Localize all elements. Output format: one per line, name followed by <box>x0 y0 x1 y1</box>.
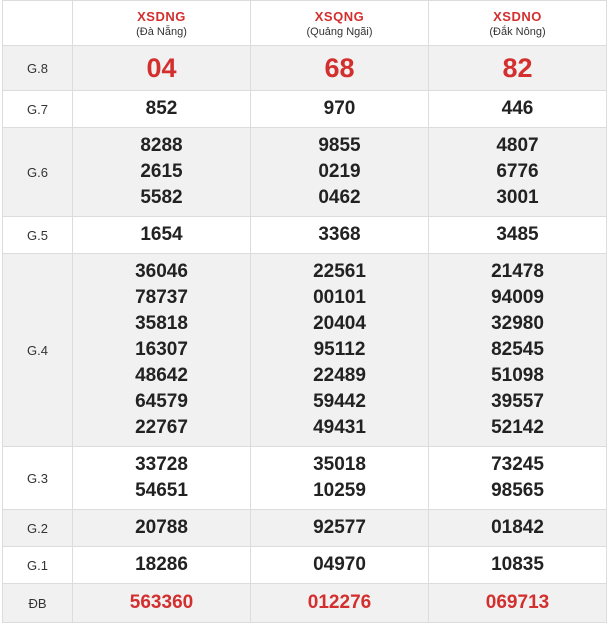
province-name: (Đà Nẵng) <box>136 25 187 38</box>
prize-row <box>3 510 607 547</box>
prize-number: 4807 <box>496 135 539 156</box>
prize-number: 04970 <box>313 554 366 575</box>
prize-number: 5582 <box>140 187 183 208</box>
prize-number: 59442 <box>313 391 366 412</box>
prize-label: G.4 <box>3 254 73 447</box>
prize-cell <box>73 128 251 217</box>
prize-number: 92577 <box>313 517 366 538</box>
prize-cell <box>73 217 251 254</box>
prize-number: 3485 <box>496 224 539 245</box>
prize-number: 22561 <box>313 261 366 282</box>
prize-cell <box>429 584 607 623</box>
province-code-link[interactable]: XSDNG <box>137 8 186 24</box>
prize-row <box>3 91 607 128</box>
prize-number: 10259 <box>313 480 366 501</box>
prize-number: 6776 <box>496 161 539 182</box>
prize-cell <box>73 447 251 510</box>
prize-number: 33728 <box>135 454 188 475</box>
prize-row <box>3 46 607 91</box>
prize-number: 852 <box>145 98 178 119</box>
prize-number: 8288 <box>140 135 183 156</box>
province-header <box>73 1 251 46</box>
prize-number: 3001 <box>496 187 539 208</box>
prize-cell <box>251 217 429 254</box>
prize-label: G.1 <box>3 547 73 584</box>
prize-cell <box>73 510 251 547</box>
prize-number: 00101 <box>313 287 366 308</box>
prize-cell <box>429 547 607 584</box>
prize-number: 22767 <box>135 417 188 438</box>
prize-cell <box>251 91 429 128</box>
prize-number: 2615 <box>140 161 183 182</box>
prize-label: G.7 <box>3 91 73 128</box>
prize-number: 64579 <box>135 391 188 412</box>
prize-cell <box>429 447 607 510</box>
prize-cell <box>73 254 251 447</box>
province-header <box>251 1 429 46</box>
prize-cell <box>73 46 251 91</box>
prize-cell <box>429 510 607 547</box>
prize-number: 49431 <box>313 417 366 438</box>
prize-number: 94009 <box>491 287 544 308</box>
prize-number: 0462 <box>318 187 361 208</box>
prize-row <box>3 217 607 254</box>
prize-row <box>3 254 607 447</box>
prize-label: ĐB <box>3 584 73 623</box>
province-header-row <box>3 1 607 46</box>
lottery-results-table <box>2 0 607 623</box>
prize-cell <box>429 128 607 217</box>
prize-number: 35818 <box>135 313 188 334</box>
prize-cell <box>73 584 251 623</box>
prize-number: 36046 <box>135 261 188 282</box>
prize-number: 446 <box>501 98 534 119</box>
prize-number: 68 <box>324 53 355 83</box>
prize-number: 20788 <box>135 517 188 538</box>
prize-number: 32980 <box>491 313 544 334</box>
prize-row <box>3 447 607 510</box>
prize-number: 3368 <box>318 224 361 245</box>
prize-cell <box>429 254 607 447</box>
prize-number: 18286 <box>135 554 188 575</box>
prize-cell <box>429 217 607 254</box>
prize-number: 82545 <box>491 339 544 360</box>
prize-cell <box>251 547 429 584</box>
prize-rows <box>3 46 607 623</box>
prize-cell <box>429 91 607 128</box>
prize-row <box>3 547 607 584</box>
prize-label: G.5 <box>3 217 73 254</box>
prize-cell <box>251 447 429 510</box>
corner-cell <box>3 1 73 46</box>
prize-number: 21478 <box>491 261 544 282</box>
prize-cell <box>73 91 251 128</box>
prize-number: 51098 <box>491 365 544 386</box>
province-name: (Đắk Nông) <box>489 25 546 38</box>
prize-number: 48642 <box>135 365 188 386</box>
prize-cell <box>251 510 429 547</box>
prize-label: G.8 <box>3 46 73 91</box>
prize-number: 22489 <box>313 365 366 386</box>
prize-cell <box>73 547 251 584</box>
prize-cell <box>251 128 429 217</box>
prize-number: 52142 <box>491 417 544 438</box>
prize-number: 73245 <box>491 454 544 475</box>
province-code-link[interactable]: XSDNO <box>493 8 542 24</box>
prize-cell <box>429 46 607 91</box>
prize-number: 16307 <box>135 339 188 360</box>
prize-number: 1654 <box>140 224 183 245</box>
prize-number: 39557 <box>491 391 544 412</box>
prize-number: 82 <box>502 53 533 83</box>
prize-number: 970 <box>323 98 356 119</box>
prize-number: 012276 <box>307 592 372 613</box>
prize-cell <box>251 584 429 623</box>
prize-number: 54651 <box>135 480 188 501</box>
prize-number: 35018 <box>313 454 366 475</box>
prize-number: 04 <box>146 53 177 83</box>
prize-number: 563360 <box>129 592 194 613</box>
prize-label: G.6 <box>3 128 73 217</box>
prize-label: G.3 <box>3 447 73 510</box>
prize-cell <box>251 46 429 91</box>
prize-row <box>3 128 607 217</box>
prize-number: 01842 <box>491 517 544 538</box>
province-code-link[interactable]: XSQNG <box>314 8 365 24</box>
prize-label: G.2 <box>3 510 73 547</box>
prize-number: 20404 <box>313 313 366 334</box>
prize-number: 0219 <box>318 161 361 182</box>
prize-row <box>3 584 607 623</box>
prize-cell <box>251 254 429 447</box>
prize-number: 9855 <box>318 135 361 156</box>
province-header <box>429 1 607 46</box>
prize-number: 069713 <box>485 592 550 613</box>
prize-number: 98565 <box>491 480 544 501</box>
prize-number: 10835 <box>491 554 544 575</box>
prize-number: 78737 <box>135 287 188 308</box>
province-name: (Quảng Ngãi) <box>306 25 373 38</box>
prize-number: 95112 <box>313 339 366 360</box>
